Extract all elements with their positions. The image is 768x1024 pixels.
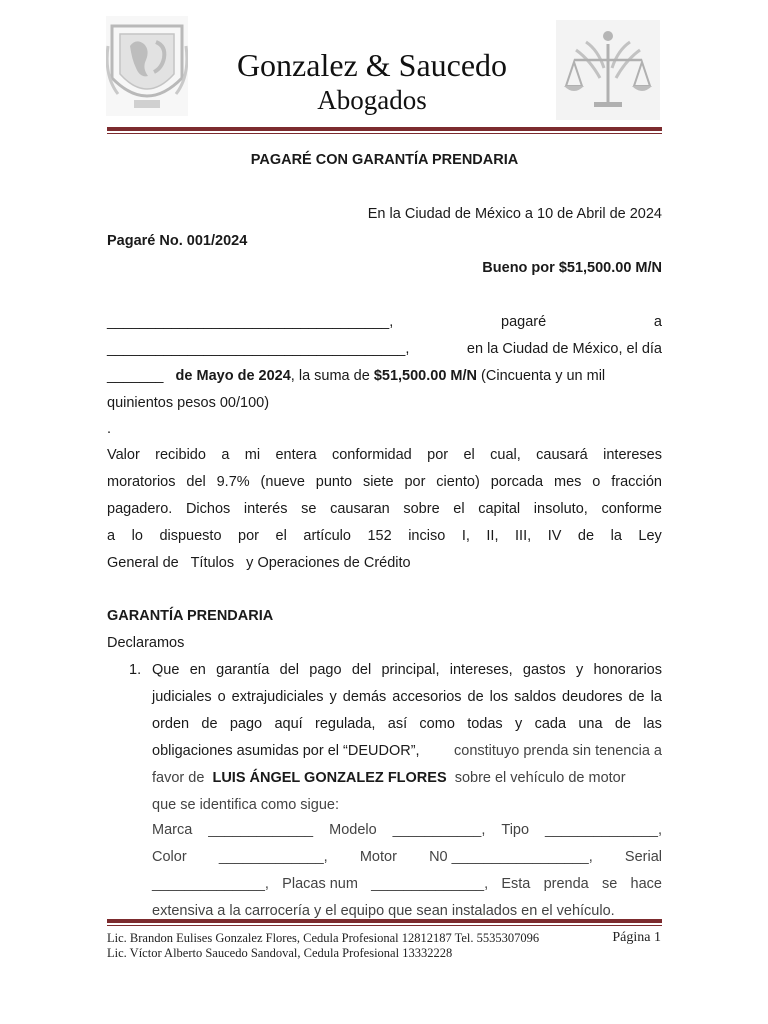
- section-title: GARANTÍA PRENDARIA: [107, 608, 274, 624]
- text-word: IV: [547, 528, 562, 544]
- text-word: lo: [131, 528, 143, 544]
- text-word: de: [614, 716, 631, 732]
- text-word: III,: [515, 528, 532, 544]
- text-word: extrajudiciales: [231, 689, 324, 705]
- text-word: demás: [342, 689, 387, 705]
- text-word: I,: [461, 528, 470, 544]
- text-word: ______________,: [545, 822, 662, 838]
- text-span: obligaciones asumidas por el “DEUDOR”,: [152, 743, 420, 759]
- text-word: saldos: [514, 689, 557, 705]
- item-1-line-1: [152, 660, 662, 680]
- firm-name: Gonzalez & Saucedo: [236, 47, 508, 83]
- text-span: , la suma de: [290, 368, 370, 384]
- text-word: judiciales: [152, 689, 212, 705]
- amount: $51,500.00 M/N: [373, 368, 478, 384]
- paragraph-1-line-2: [107, 339, 662, 359]
- text-word: fracción: [611, 474, 662, 490]
- text-word: cual,: [490, 447, 521, 463]
- text-word: (nueve: [260, 474, 305, 490]
- text-span: favor de: [152, 770, 205, 786]
- text-word: de: [577, 528, 595, 544]
- text-word: orden: [152, 716, 190, 732]
- text-word: Dichos: [185, 501, 231, 517]
- text-word: gastos: [522, 662, 566, 678]
- paragraph-2-line-4: [107, 526, 662, 546]
- text-word: prenda: [543, 876, 589, 892]
- text-word: dispuesto: [159, 528, 222, 544]
- list-item-number: 1.: [129, 662, 142, 678]
- text-word: N0 _________________,: [429, 849, 593, 865]
- text-word: a: [221, 447, 230, 463]
- text-word: a: [653, 314, 662, 330]
- text-word: por: [404, 474, 426, 490]
- paragraph-1-line-5: .: [107, 421, 112, 437]
- text-word: pago: [309, 662, 342, 678]
- text-word: ______________,: [371, 876, 489, 892]
- text-word: artículo: [303, 528, 351, 544]
- text-word: Placas num: [282, 876, 358, 892]
- footer-divider-thick: [107, 919, 662, 923]
- text-word: pagaré: [501, 314, 547, 330]
- text-word: insoluto,: [533, 501, 588, 517]
- text-word: moratorios: [107, 474, 176, 490]
- header-divider-thick: [107, 127, 662, 131]
- paragraph-1-line-3: [107, 366, 662, 386]
- text-word: cada: [534, 716, 567, 732]
- text-word: Motor: [359, 849, 397, 865]
- paragraph-2-line-1: [107, 445, 662, 465]
- text-word: ______________,: [152, 876, 269, 892]
- text-word: aquí: [274, 716, 303, 732]
- text-word: y: [515, 716, 523, 732]
- text-word: el: [275, 528, 287, 544]
- text-word: en: [189, 662, 206, 678]
- text-word: de: [201, 716, 218, 732]
- item-1-line-4: [152, 741, 662, 761]
- text-word: causaran: [330, 501, 390, 517]
- text-word: del: [351, 662, 372, 678]
- text-word: II,: [486, 528, 499, 544]
- text-word: como: [419, 716, 455, 732]
- paragraph-1-line-1: [107, 312, 662, 332]
- text-word: hace: [630, 876, 662, 892]
- amount-header: Bueno por $51,500.00 M/N: [482, 260, 662, 276]
- text-word: garantía: [216, 662, 270, 678]
- text-word: así: [387, 716, 408, 732]
- text-word: Marca: [152, 822, 193, 838]
- text-word: el: [453, 501, 465, 517]
- text-word: Tipo: [501, 822, 530, 838]
- footer-divider-thin: [107, 925, 662, 926]
- paragraph-1-line-4: quinientos pesos 00/100): [107, 395, 270, 411]
- vehicle-color-motor-serial: [152, 847, 662, 867]
- text-word: sobre: [403, 501, 440, 517]
- payer-blank: ___________________________________,: [107, 314, 394, 330]
- text-span: constituyo prenda sin tenencia a: [454, 743, 662, 759]
- text-word: Esta: [501, 876, 531, 892]
- text-word: siete: [362, 474, 394, 490]
- firm-subtitle: Abogados: [317, 85, 427, 115]
- text-word: regulada,: [314, 716, 376, 732]
- text-word: los: [489, 689, 509, 705]
- paragraph-2-line-5: General de Títulos y Operaciones de Crédito: [107, 555, 411, 571]
- promissory-note-number: Pagaré No. 001/2024: [107, 233, 248, 249]
- text-word: accesorios: [392, 689, 462, 705]
- text-word: el: [463, 447, 475, 463]
- text-word: causará: [536, 447, 588, 463]
- paragraph-2-line-2: [107, 472, 662, 492]
- text-word: recibido: [155, 447, 206, 463]
- text-word: ciento): [436, 474, 480, 490]
- text-word: Modelo: [329, 822, 377, 838]
- item-1-line-10: extensiva a la carrocería y el equipo que sean instalados en el vehículo.: [152, 903, 615, 919]
- text-word: todas: [467, 716, 503, 732]
- text-word: por: [238, 528, 260, 544]
- text-word: Valor: [107, 447, 140, 463]
- text-word: entera: [275, 447, 317, 463]
- text-word: la: [650, 689, 662, 705]
- text-word: y: [329, 689, 337, 705]
- text-word: intereses,: [449, 662, 513, 678]
- text-word: Ley: [638, 528, 662, 544]
- text-word: intereses: [603, 447, 662, 463]
- text-word: mes: [553, 474, 582, 490]
- text-span: (Cincuenta y un mil: [481, 368, 606, 384]
- text-word: una: [578, 716, 603, 732]
- text-word: la: [610, 528, 622, 544]
- text-word: punto: [315, 474, 353, 490]
- item-1-line-6: que se identifica como sigue:: [152, 797, 339, 813]
- text-word: _____________: [208, 822, 314, 838]
- text-word: de: [467, 689, 484, 705]
- text-word: Que: [152, 662, 180, 678]
- text-word: 9.7%: [216, 474, 250, 490]
- creditor-name: LUIS ÁNGEL GONZALEZ FLORES: [212, 770, 447, 786]
- due-date: de Mayo de 2024: [175, 368, 291, 384]
- text-word: pago: [229, 716, 263, 732]
- text-word: _____________,: [218, 849, 328, 865]
- header-divider-thin: [107, 133, 662, 134]
- text-word: inciso: [408, 528, 446, 544]
- document-title: PAGARÉ CON GARANTÍA PRENDARIA: [250, 152, 519, 168]
- place-date: En la Ciudad de México a 10 de Abril de 2024: [367, 206, 662, 222]
- text-word: interés: [243, 501, 288, 517]
- day-blank: _______: [107, 368, 164, 384]
- declaration-intro: Declaramos: [107, 635, 185, 651]
- text-word: de: [628, 689, 645, 705]
- text-word: se: [601, 876, 618, 892]
- text-word: conforme: [601, 501, 662, 517]
- text-word: o: [217, 689, 226, 705]
- vehicle-brand-model-type: [152, 820, 662, 840]
- text-span: en la Ciudad de México, el día: [466, 341, 662, 357]
- text-word: honorarios: [593, 662, 662, 678]
- text-span: sobre el vehículo de motor: [454, 770, 626, 786]
- text-word: conformidad: [331, 447, 412, 463]
- scales-of-justice-logo: [556, 20, 660, 120]
- text-word: 152: [367, 528, 392, 544]
- item-1-line-2: [152, 687, 662, 707]
- university-seal-logo: [106, 16, 188, 116]
- text-word: a: [107, 528, 116, 544]
- payee-blank: _____________________________________,: [107, 341, 410, 357]
- text-word: del: [186, 474, 206, 490]
- text-word: porcada: [490, 474, 544, 490]
- item-1-line-3: [152, 714, 662, 734]
- text-word: o: [592, 474, 601, 490]
- text-word: mi: [244, 447, 261, 463]
- page-number: Página 1: [612, 930, 661, 945]
- text-word: por: [427, 447, 449, 463]
- footer-lawyer-1: Lic. Brandon Eulises Gonzalez Flores, Cedula Profesional 12812187 Tel. 5535307096: [107, 931, 540, 945]
- text-word: Color: [152, 849, 187, 865]
- paragraph-2-line-3: [107, 499, 662, 519]
- text-word: se: [301, 501, 317, 517]
- text-word: las: [643, 716, 662, 732]
- text-word: pagadero.: [107, 501, 173, 517]
- text-word: y: [575, 662, 584, 678]
- text-word: del: [279, 662, 299, 678]
- text-word: deudores: [562, 689, 623, 705]
- text-word: ___________,: [392, 822, 486, 838]
- item-1-line-5: [152, 768, 662, 788]
- footer-lawyer-2: Lic. Víctor Alberto Saucedo Sandoval, Cedula Profesional 13332228: [107, 946, 453, 960]
- text-word: principal,: [381, 662, 440, 678]
- vehicle-plates: [152, 874, 662, 894]
- text-word: capital: [478, 501, 521, 517]
- text-word: Serial: [624, 849, 662, 865]
